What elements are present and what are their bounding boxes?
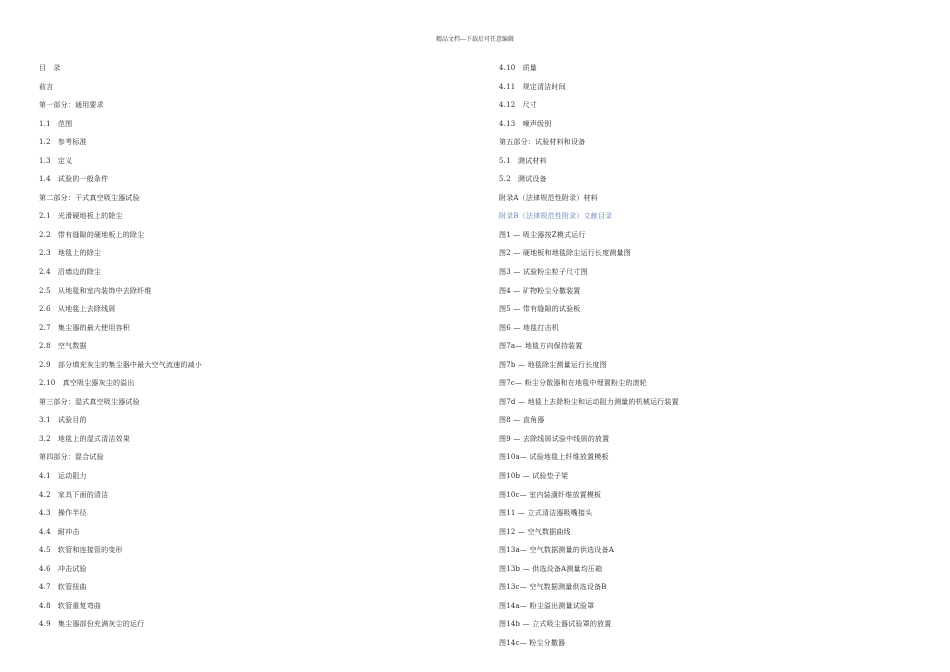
toc-right-column (499, 62, 919, 656)
toc-left-column (39, 62, 459, 637)
toc-entry: 图11 — 立式清洁器吸嘴接头 (499, 509, 593, 518)
toc-entry: 2.2 带有缝隙的硬地板上的除尘 (39, 230, 145, 239)
toc-entry: 2.4 沿墙边的除尘 (39, 268, 102, 277)
toc-entry: 目 录 (39, 64, 61, 72)
toc-entry: 3.2 地毯上的湿式清洁效果 (39, 434, 130, 443)
toc-entry: 图7d — 地毯上去除粉尘和运动阻力测量的机械运行装置 (499, 397, 679, 406)
toc-entry: 4.3 操作半径 (39, 509, 87, 518)
toc-entry: 2.7 集尘器的最大使用容积 (39, 323, 130, 332)
toc-entry: 图14c— 粉尘分撒器 (499, 638, 566, 647)
toc-entry: 图4 — 矿物粉尘分撒装置 (499, 286, 581, 295)
toc-entry: 5.2 测试设备 (499, 175, 547, 184)
toc-entry: 图8 — 直角器 (499, 416, 545, 425)
toc-entry: 4.13 噪声级别 (499, 119, 552, 128)
toc-entry: 图6 — 地毯打击机 (499, 323, 559, 332)
toc-entry: 图13c— 空气数据测量供选设备B (499, 583, 607, 592)
toc-entry: 图7b — 地毯除尘测量运行长度图 (499, 360, 607, 369)
toc-entry: 2.3 地毯上的除尘 (39, 249, 102, 258)
toc-entry: 图13b — 供选设备A测量均压箱 (499, 564, 603, 573)
toc-entry: 5.1 测试材料 (499, 156, 547, 165)
toc-entry: 2.6 从地毯上去除线屑 (39, 305, 116, 314)
toc-entry: 前言 (39, 82, 54, 91)
toc-entry: 第二部分：干式真空吸尘器试验 (39, 193, 140, 202)
toc-entry: 图9 — 去除线屑试验中线屑的放置 (499, 434, 610, 443)
toc-entry: 4.1 运动阻力 (39, 472, 87, 481)
toc-entry: 2.8 空气数据 (39, 342, 87, 351)
toc-entry-link[interactable]: 附录B（法律规范性附录）文献目录 (499, 212, 613, 221)
toc-entry: 2.9 部分填充灰尘的集尘器中最大空气流速的减小 (39, 360, 202, 369)
toc-entry: 图10c— 室内装潢纤维放置模板 (499, 490, 602, 499)
toc-entry: 1.1 范围 (39, 119, 73, 128)
toc-entry: 附录A（法律规范性附录）材料 (499, 193, 598, 202)
toc-entry: 2.5 从地毯和室内装饰中去除纤维 (39, 286, 152, 295)
toc-entry: 3.1 试验目的 (39, 416, 87, 425)
toc-entry: 4.11 规定清洁时间 (499, 82, 566, 91)
toc-entry: 4.12 尺寸 (499, 101, 537, 110)
toc-entry: 4.6 冲击试验 (39, 564, 87, 573)
toc-entry: 第一部分：通用要求 (39, 101, 104, 110)
page-header: 精品文档---下载后可任意编辑 (435, 36, 515, 43)
toc-entry: 2.1 光滑硬地板上的除尘 (39, 212, 123, 221)
toc-entry: 图1 — 吸尘器按Z模式运行 (499, 230, 586, 239)
toc-entry: 图14b — 立式吸尘器试验罩的放置 (499, 620, 612, 629)
toc-entry: 第四部分：混合试验 (39, 453, 104, 462)
toc-entry: 1.2 参考标准 (39, 138, 87, 147)
toc-entry: 4.7 软管扭曲 (39, 583, 87, 592)
toc-entry: 图14a— 粉尘溢出测量试验罩 (499, 601, 595, 610)
toc-entry: 图3 — 试验粉尘粒子尺寸图 (499, 268, 588, 277)
toc-entry: 4.8 软管重复弯曲 (39, 601, 102, 610)
toc-entry: 第五部分：试验材料和设备 (499, 138, 586, 147)
toc-entry: 图2 — 硬地板和地毯除尘运行长度测量图 (499, 249, 631, 258)
toc-entry: 第三部分：湿式真空吸尘器试验 (39, 397, 140, 406)
toc-entry: 图10a— 试验地毯上纤维放置模板 (499, 453, 609, 462)
toc-entry: 4.4 耐冲击 (39, 527, 80, 536)
toc-entry: 图5 — 带有缝隙的试验板 (499, 305, 581, 314)
toc-entry: 图7a— 地毯方向保持装置 (499, 342, 583, 351)
toc-entry: 4.10 质量 (499, 64, 537, 72)
toc-entry: 1.4 试验的一般条件 (39, 175, 109, 184)
toc-entry: 图13a— 空气数据测量的供选设备A (499, 546, 614, 555)
toc-entry: 1.3 定义 (39, 156, 73, 165)
toc-entry: 图10b — 试验垫子架 (499, 472, 569, 481)
toc-entry: 2.10 真空吸尘器灰尘的溢出 (39, 379, 135, 388)
toc-entry: 4.2 家具下面的清洁 (39, 490, 109, 499)
toc-entry: 图12 — 空气数据曲线 (499, 527, 571, 536)
toc-entry: 4.5 软管和连接管的变形 (39, 546, 123, 555)
toc-entry: 图7c— 粉尘分散器和在地毯中埋置粉尘的滚轮 (499, 379, 647, 388)
toc-entry: 4.9 集尘器部份充满灰尘的运行 (39, 620, 145, 629)
